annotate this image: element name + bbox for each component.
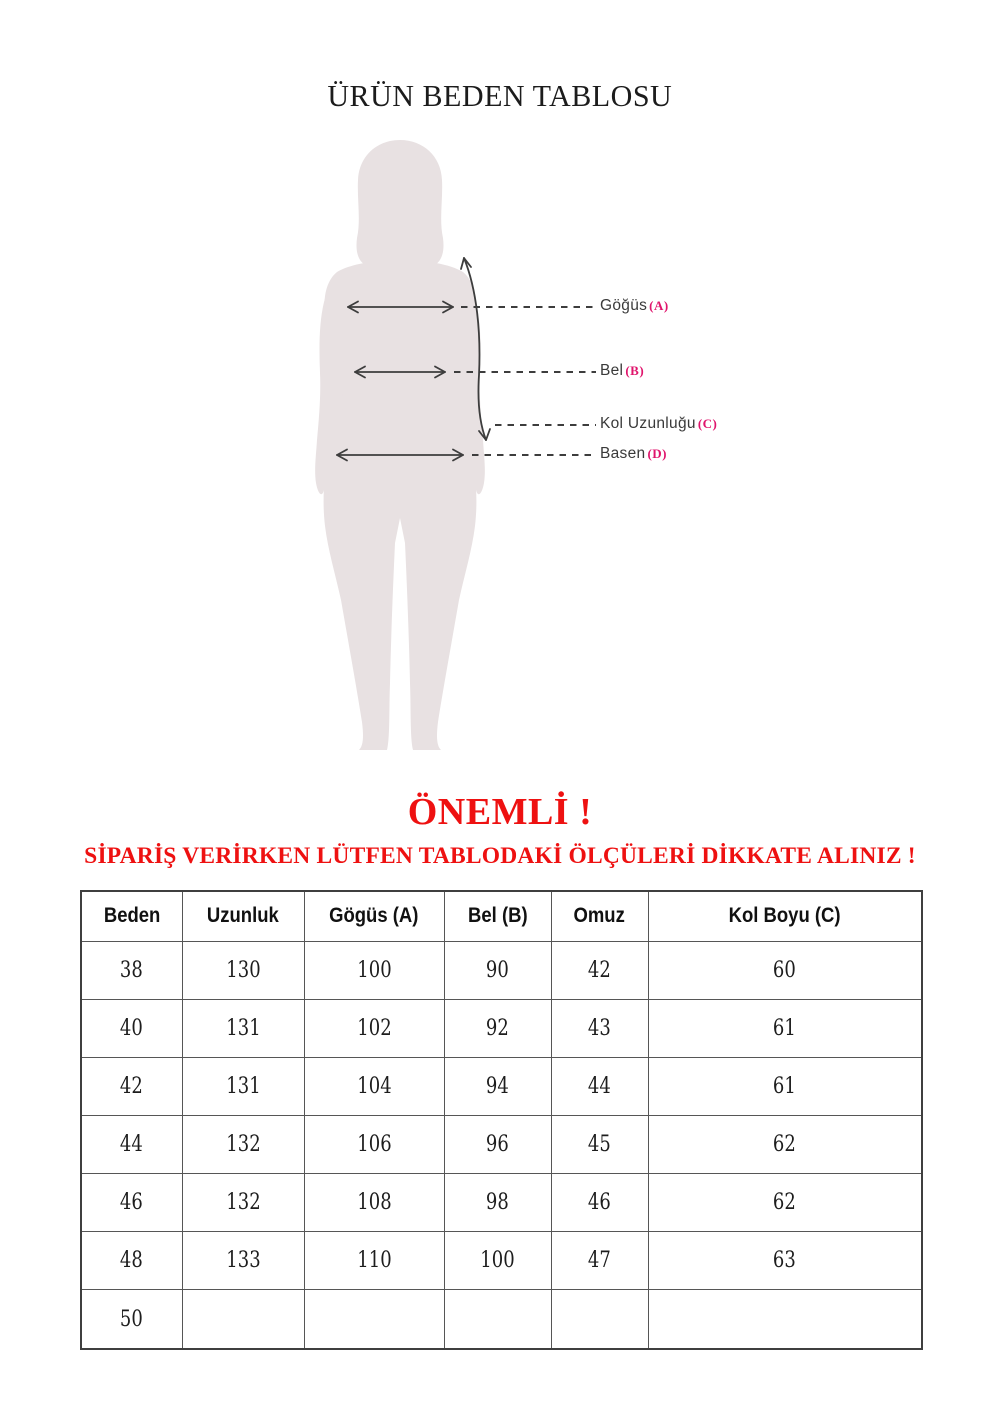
table-cell: 63 bbox=[648, 1231, 922, 1289]
table-cell: 131 bbox=[182, 999, 304, 1057]
silhouette-torso-legs bbox=[324, 260, 477, 750]
column-header-uzunluk: Uzunluk bbox=[182, 891, 304, 941]
page-title-text: ÜRÜN BEDEN TABLOSU bbox=[327, 78, 673, 113]
measurement-label-text: Kol Uzunluğu bbox=[600, 415, 696, 432]
table-cell: 40 bbox=[81, 999, 182, 1057]
table-row bbox=[81, 1231, 922, 1289]
column-header-kol-boyu: Kol Boyu (C) bbox=[648, 891, 922, 941]
table-cell: 50 bbox=[81, 1289, 182, 1349]
table-cell bbox=[304, 1289, 444, 1349]
table-cell: 48 bbox=[81, 1231, 182, 1289]
measurement-label-text: Göğüs bbox=[600, 297, 648, 314]
table-cell: 45 bbox=[551, 1115, 648, 1173]
column-header-omuz: Omuz bbox=[551, 891, 648, 941]
table-row bbox=[81, 941, 922, 999]
table-cell: 42 bbox=[81, 1057, 182, 1115]
table-cell: 130 bbox=[182, 941, 304, 999]
table-row bbox=[81, 999, 922, 1057]
table-cell: 62 bbox=[648, 1115, 922, 1173]
column-header-gogus: Gögüs (A) bbox=[304, 891, 444, 941]
table-cell: 92 bbox=[444, 999, 551, 1057]
measurement-label-waist bbox=[600, 362, 644, 380]
table-cell: 42 bbox=[551, 941, 648, 999]
table-row bbox=[81, 1173, 922, 1231]
measurement-key: (C) bbox=[697, 416, 718, 431]
column-header-bel: Bel (B) bbox=[444, 891, 551, 941]
measurement-label-text: Bel bbox=[600, 362, 624, 379]
measurement-key: (A) bbox=[649, 298, 669, 313]
table-cell: 108 bbox=[304, 1173, 444, 1231]
table-cell: 46 bbox=[551, 1173, 648, 1231]
table-cell: 61 bbox=[648, 999, 922, 1057]
female-body-silhouette bbox=[315, 140, 485, 750]
table-row bbox=[81, 1115, 922, 1173]
table-cell: 46 bbox=[81, 1173, 182, 1231]
measurement-label-text: Basen bbox=[600, 445, 646, 462]
table-cell bbox=[444, 1289, 551, 1349]
table-cell: 110 bbox=[304, 1231, 444, 1289]
order-warning-text: SİPARİŞ VERİRKEN LÜTFEN TABLODAKİ ÖLÇÜLERİ DİKKATE ALINIZ ! bbox=[84, 843, 916, 869]
measurement-label-hip bbox=[600, 445, 667, 463]
table-cell: 106 bbox=[304, 1115, 444, 1173]
table-cell: 61 bbox=[648, 1057, 922, 1115]
table-cell: 38 bbox=[81, 941, 182, 999]
table-cell bbox=[648, 1289, 922, 1349]
table-cell: 90 bbox=[444, 941, 551, 999]
measurement-key: (D) bbox=[647, 446, 667, 461]
body-measurement-diagram bbox=[290, 135, 600, 760]
measurement-label-chest bbox=[600, 297, 669, 315]
page-title bbox=[0, 78, 1000, 114]
table-cell: 100 bbox=[304, 941, 444, 999]
table-row bbox=[81, 1289, 922, 1349]
table-cell: 104 bbox=[304, 1057, 444, 1115]
table-cell: 94 bbox=[444, 1057, 551, 1115]
table-cell: 132 bbox=[182, 1173, 304, 1231]
table-cell bbox=[182, 1289, 304, 1349]
table-cell: 133 bbox=[182, 1231, 304, 1289]
table-cell: 44 bbox=[81, 1115, 182, 1173]
table-cell: 47 bbox=[551, 1231, 648, 1289]
table-row bbox=[81, 1057, 922, 1115]
table-cell: 60 bbox=[648, 941, 922, 999]
measurement-label-arm-length bbox=[600, 415, 717, 433]
table-cell: 131 bbox=[182, 1057, 304, 1115]
table-cell: 44 bbox=[551, 1057, 648, 1115]
important-heading: ÖNEMLİ ! bbox=[407, 791, 593, 833]
table-cell: 100 bbox=[444, 1231, 551, 1289]
table-cell: 96 bbox=[444, 1115, 551, 1173]
table-cell: 102 bbox=[304, 999, 444, 1057]
table-cell bbox=[551, 1289, 648, 1349]
table-cell: 98 bbox=[444, 1173, 551, 1231]
table-cell: 62 bbox=[648, 1173, 922, 1231]
table-cell: 43 bbox=[551, 999, 648, 1057]
table-header-row bbox=[81, 891, 922, 941]
table-cell: 132 bbox=[182, 1115, 304, 1173]
column-header-beden: Beden bbox=[81, 891, 182, 941]
measurement-key: (B) bbox=[625, 363, 645, 378]
size-table bbox=[80, 890, 923, 1350]
